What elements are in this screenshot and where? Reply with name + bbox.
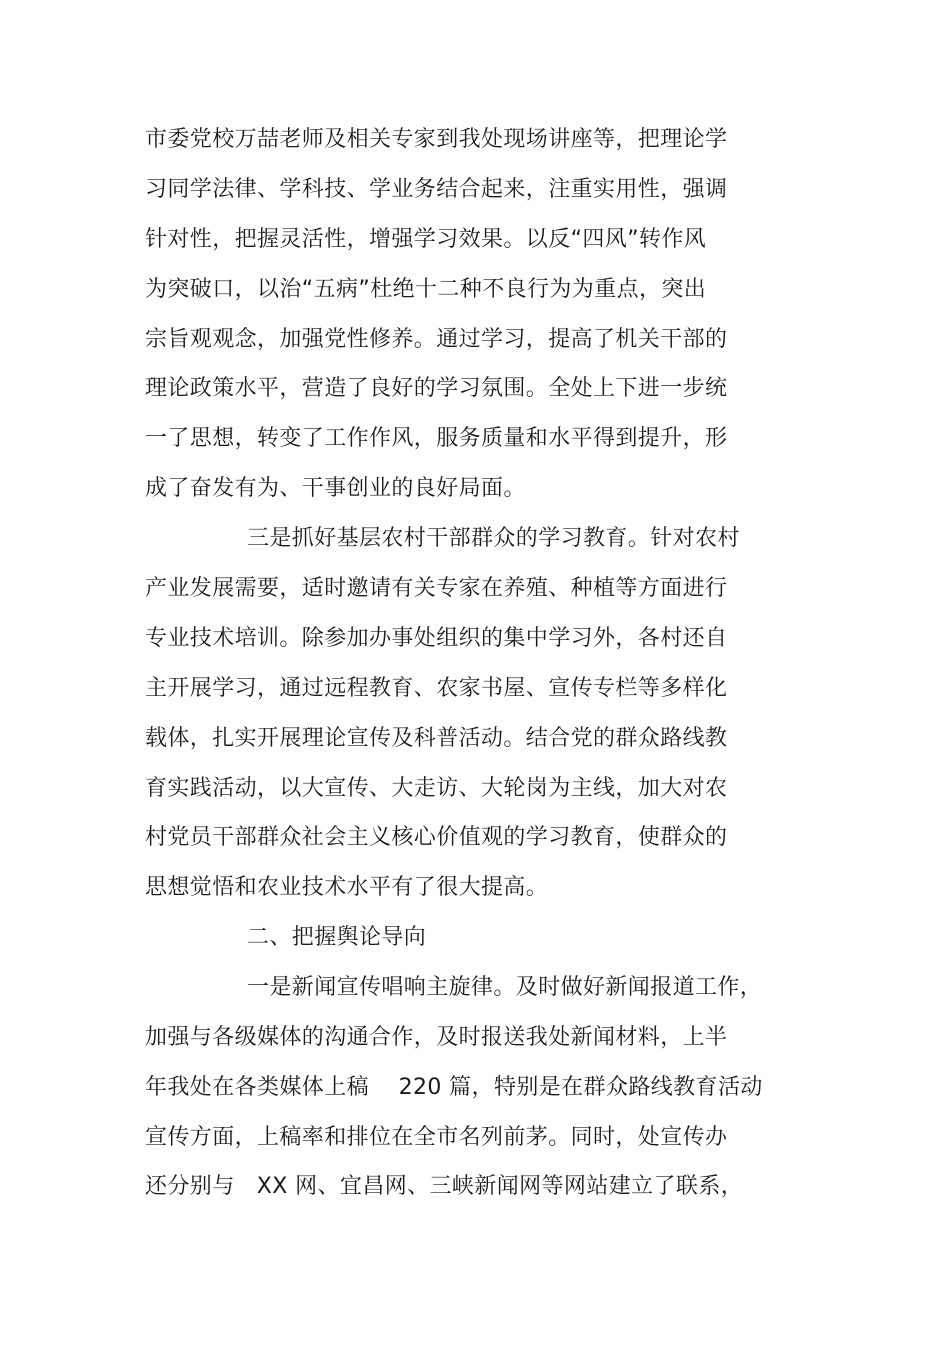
text-line: 宗旨观观念，加强党性修养。通过学习，提高了机关干部的: [145, 327, 728, 352]
paragraph-heading-line: 三是抓好基层农村干部群众的学习教育。针对农村: [247, 526, 740, 551]
paragraph-heading-line: 一是新闻宣传唱响主旋律。及时做好新闻报道工作，: [247, 975, 763, 1000]
text-line: 针对性，把握灵活性，增强学习效果。以反“四风”转作风: [145, 227, 707, 252]
text-line: 习同学法律、学科技、学业务结合起来，注重实用性，强调: [145, 177, 728, 202]
text-line: 村党员干部群众社会主义核心价值观的学习教育，使群众的: [145, 825, 728, 850]
text-line: 载体，扎实开展理论宣传及科普活动。结合党的群众路线教: [145, 726, 728, 751]
text-line: 育实践活动，以大宣传、大走访、大轮岗为主线，加大对农: [145, 776, 728, 801]
text-line: 成了奋发有为、干事创业的良好局面。: [145, 476, 526, 501]
text-line: 主开展学习，通过远程教育、农家书屋、宣传专栏等多样化: [145, 676, 728, 701]
text-line: 市委党校万喆老师及相关专家到我处现场讲座等，把理论学: [145, 127, 728, 152]
text-line: 一了思想，转变了工作作风，服务质量和水平得到提升，形: [145, 426, 728, 451]
text-line: 还分别与 XX 网、宜昌网、三峡新闻网等网站建立了联系，: [145, 1174, 744, 1199]
section-heading: 二、把握舆论导向: [247, 925, 427, 950]
text-line: 加强与各级媒体的沟通合作，及时报送我处新闻材料，上半: [145, 1025, 728, 1050]
text-line: 思想觉悟和农业技术水平有了很大提高。: [145, 875, 549, 900]
text-line: 专业技术培训。除参加办事处组织的集中学习外，各村还自: [145, 626, 728, 651]
text-line: 年我处在各类媒体上稿 220 篇，特别是在群众路线教育活动: [145, 1075, 763, 1100]
text-line: 为突破口，以治“五病”杜绝十二种不良行为为重点，突出: [145, 277, 707, 302]
text-line: 理论政策水平，营造了良好的学习氛围。全处上下进一步统: [145, 376, 728, 401]
text-line: 宣传方面，上稿率和排位在全市名列前茅。同时，处宣传办: [145, 1125, 728, 1150]
text-line: 产业发展需要，适时邀请有关专家在养殖、种植等方面进行: [145, 576, 728, 601]
